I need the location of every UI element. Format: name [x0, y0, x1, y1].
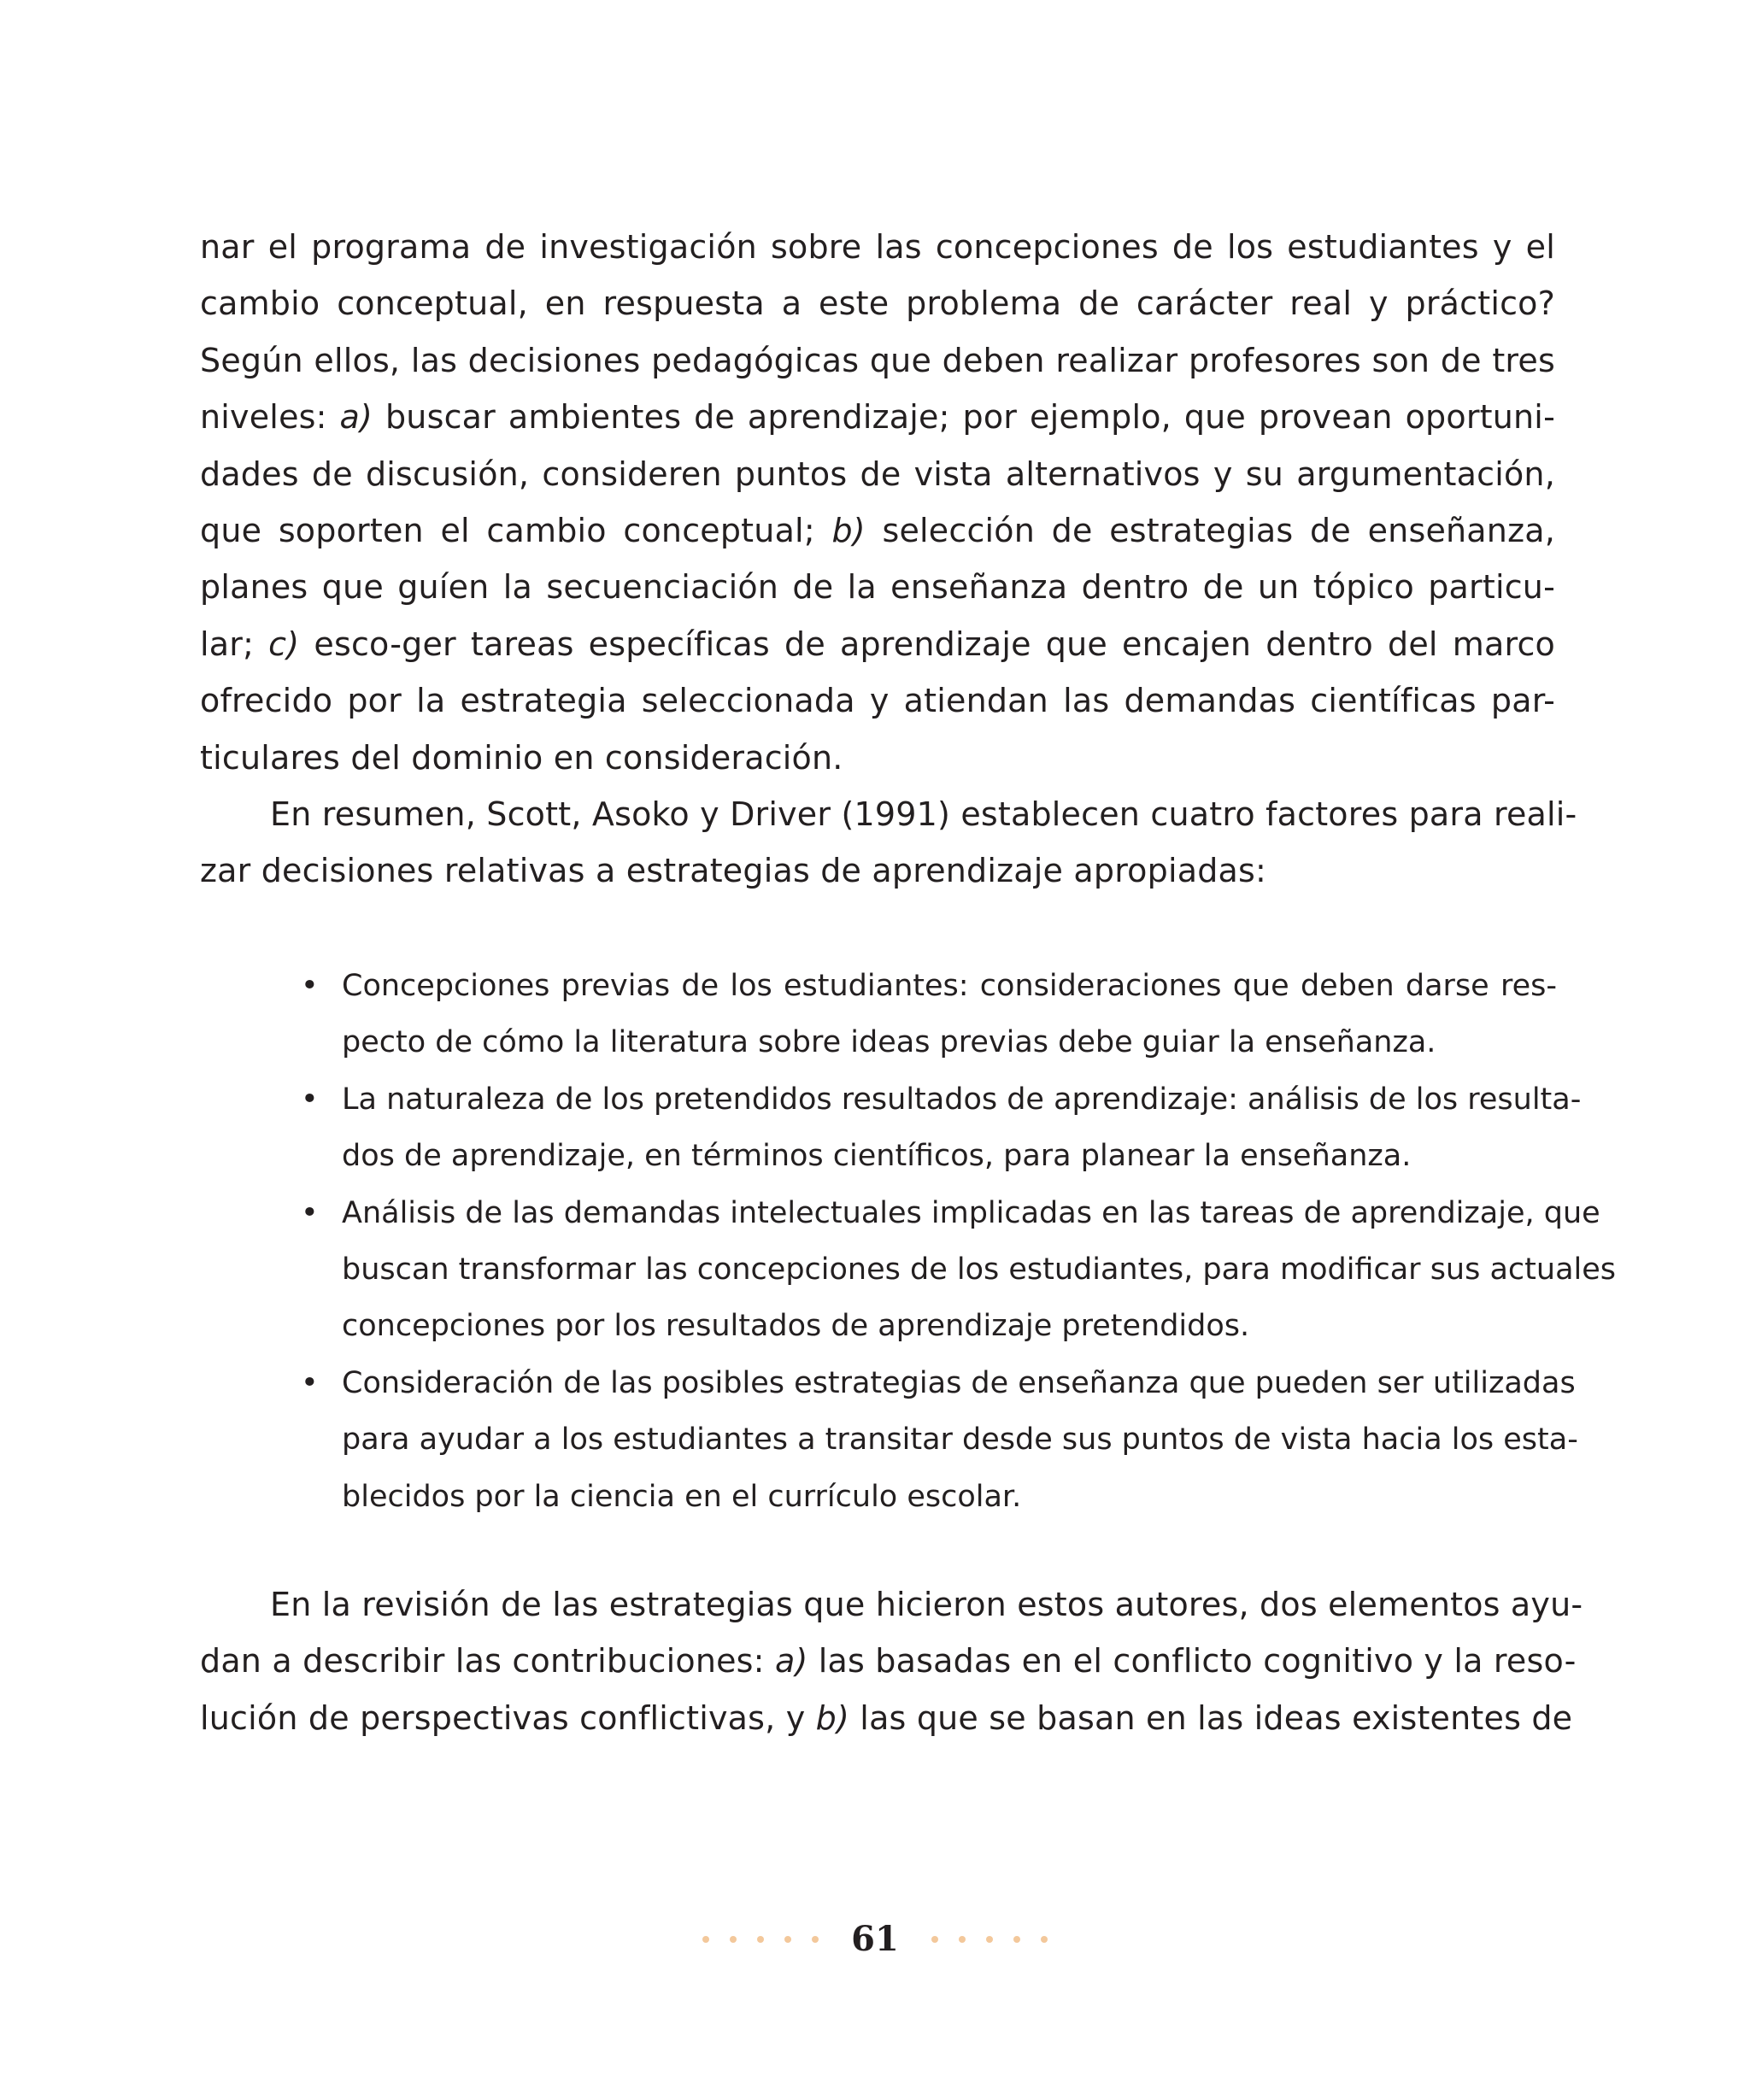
text-line: pecto de cómo la literatura sobre ideas previas debe guiar la enseñanza.: [342, 1025, 1436, 1060]
text-line: Concepciones previas de los estudiantes: consideraciones que deben darse res-: [342, 969, 1557, 1003]
text-line: para ayudar a los estudiantes a transitar desde sus puntos de vista hacia los esta-: [342, 1422, 1578, 1458]
text-line: dan a describir las contribuciones: a) las basadas en el conflicto cognitivo y la reso-: [200, 1642, 1577, 1681]
text-line: En la revisión de las estrategias que hicieron estos autores, dos elementos ayu-: [270, 1586, 1583, 1623]
text-line: La naturaleza de los pretendidos resultados de aprendizaje: análisis de los resulta-: [342, 1082, 1582, 1117]
footer-dots-right: [931, 1936, 1048, 1943]
text-line: que soporten el cambio conceptual; b) selección de estrategias de enseñanza,: [200, 511, 1555, 549]
page-number: 61: [851, 1919, 899, 1959]
dot-icon: [959, 1936, 966, 1943]
text-line: dades de discusión, consideren puntos de vista alternativos y su argumentación,: [200, 455, 1555, 493]
dot-icon: [730, 1936, 737, 1943]
text-line: concepciones por los resultados de aprendizaje pretendidos.: [342, 1309, 1250, 1344]
dot-icon: [986, 1936, 993, 1943]
text-line: planes que guíen la secuenciación de la enseñanza dentro de un tópico particu-: [200, 568, 1555, 607]
text-line: buscan transformar las concepciones de los estudiantes, para modificar sus actuales: [342, 1252, 1617, 1287]
text-line: lar; c) esco-ger tareas específicas de aprendizaje que encajen dentro del marco: [200, 625, 1555, 663]
text-line: Según ellos, las decisiones pedagógicas que deben realizar profesores son de tres: [200, 341, 1555, 379]
body-paragraph-bottom: [200, 1576, 1583, 1746]
dot-icon: [784, 1936, 791, 1943]
dot-icon: [702, 1936, 709, 1943]
text-line: zar decisiones relativas a estrategias de aprendizaje apropiadas:: [200, 852, 1266, 890]
page-footer: [0, 1914, 1750, 1965]
bullet-item: [301, 1185, 1617, 1355]
dot-icon: [931, 1936, 938, 1943]
text-line: En resumen, Scott, Asoko y Driver (1991) establecen cuatro factores para reali-: [270, 795, 1577, 833]
text-line: blecidos por la ciencia en el currículo escolar.: [342, 1479, 1022, 1514]
dot-icon: [812, 1936, 819, 1943]
bullet-item: [301, 1071, 1582, 1185]
text-line: lución de perspectivas conflictivas, y b) las que se basan en las ideas existentes de: [200, 1698, 1573, 1737]
bullet-list: [301, 958, 1617, 1525]
bullet-item: [301, 1355, 1578, 1525]
bullet-icon: •: [301, 1365, 319, 1400]
text-line: nar el programa de investigación sobre las concepciones de los estudiantes y el: [200, 228, 1555, 266]
bullet-icon: •: [301, 969, 319, 1003]
dot-icon: [1013, 1936, 1020, 1943]
text-line: Consideración de las posibles estrategias de enseñanza que pueden ser utilizadas: [342, 1365, 1576, 1400]
dot-icon: [757, 1936, 764, 1943]
text-line: ofrecido por la estrategia seleccionada y atiendan las demandas científicas par-: [200, 682, 1555, 720]
text-line: niveles: a) buscar ambientes de aprendizaje; por ejemplo, que provean oportuni-: [200, 398, 1555, 437]
text-line: Análisis de las demandas intelectuales implicadas en las tareas de aprendizaje, que: [342, 1195, 1600, 1230]
bullet-icon: •: [301, 1082, 319, 1117]
body-paragraph-top: [200, 219, 1577, 900]
text-line: ticulares del dominio en consideración.: [200, 738, 843, 777]
dot-icon: [1041, 1936, 1048, 1943]
text-line: dos de aprendizaje, en términos científicos, para planear la enseñanza.: [342, 1139, 1412, 1174]
bullet-item: [301, 958, 1557, 1071]
bullet-icon: •: [301, 1195, 319, 1230]
text-line: cambio conceptual, en respuesta a este problema de carácter real y práctico?: [200, 284, 1555, 323]
footer-dots-left: [702, 1936, 819, 1943]
